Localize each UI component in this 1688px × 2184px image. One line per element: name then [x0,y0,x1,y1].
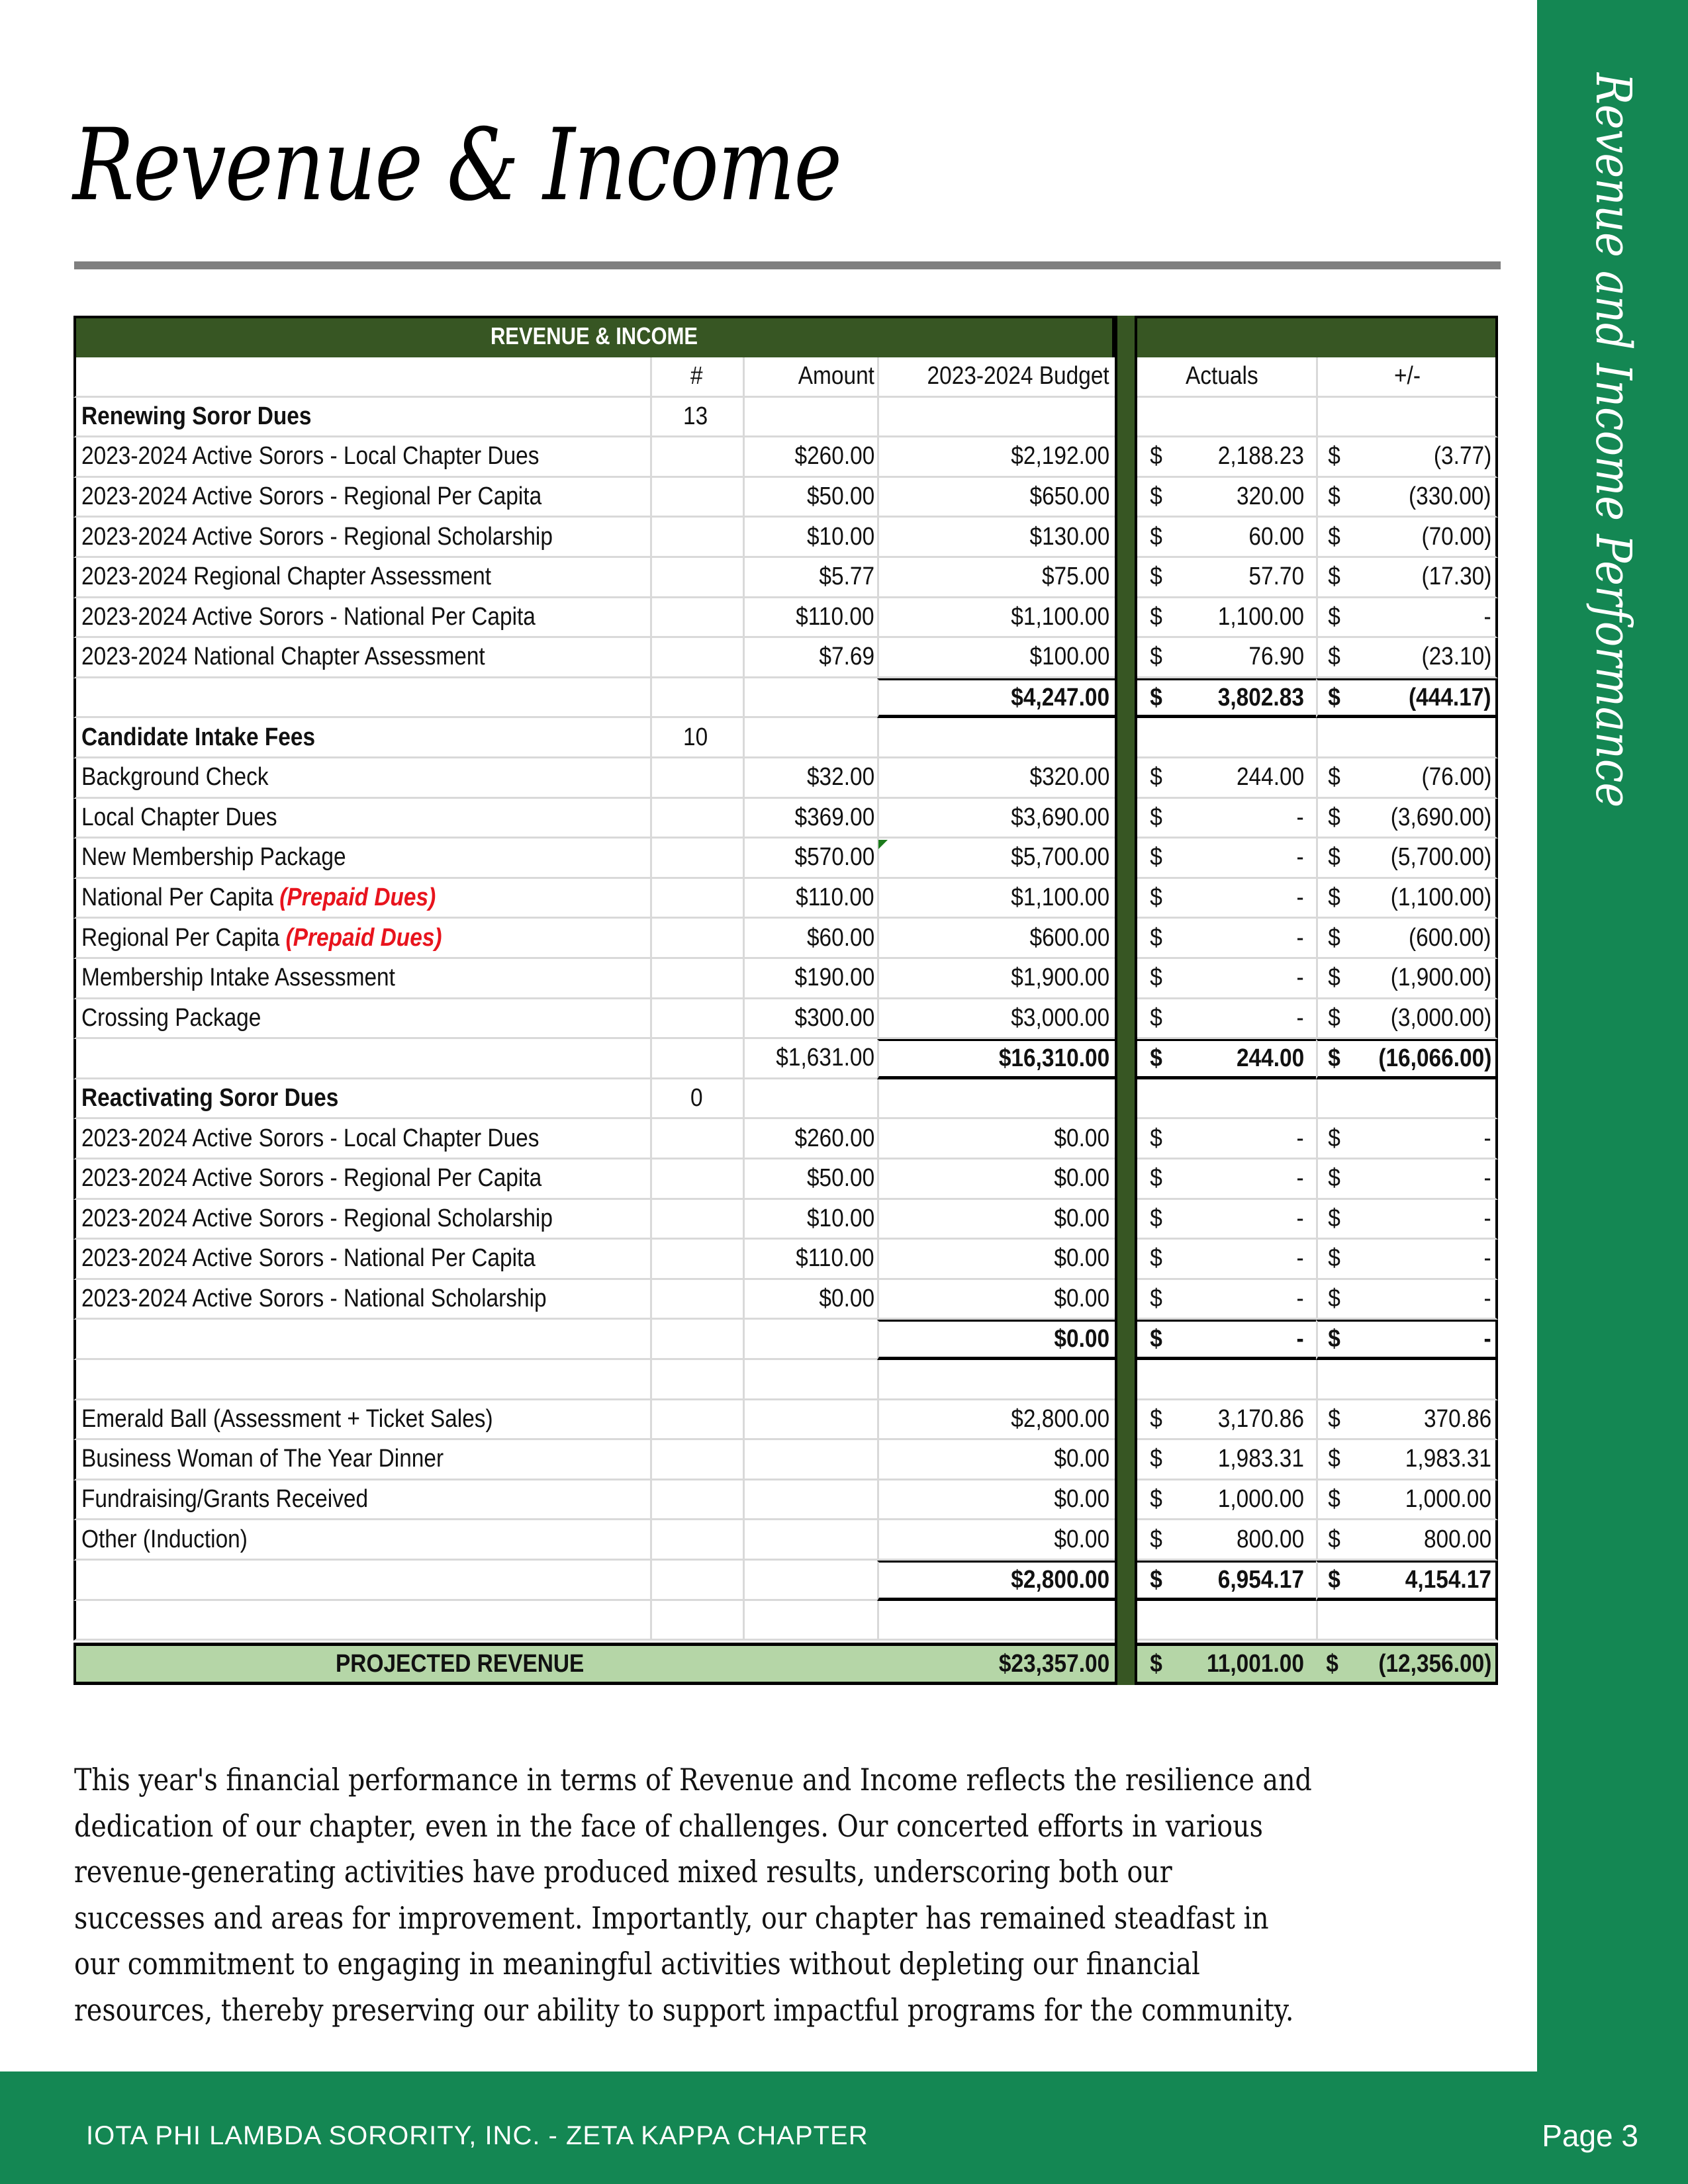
paragraph-line: dedication of our chapter, even in the face of challenges. Our concerted efforts in various [74,1807,1263,1844]
col-header-count: # [650,357,743,398]
row-amount: $5.77 [743,558,877,598]
row-amount [743,1400,877,1441]
currency-symbol: $ [1150,763,1162,792]
subtotal-row [73,1039,1498,1079]
col-header-actuals: Actuals [1137,357,1316,398]
row-label [73,1360,650,1400]
row-count [650,999,743,1040]
row-actual: $ 6,954.17 [1137,1561,1316,1601]
row-count [650,1601,743,1641]
currency-symbol: $ [1328,482,1340,511]
row-label: 2023-2024 Active Sorors - Regional Scholarship [73,518,650,558]
table-row [73,1160,1498,1200]
currency-symbol: $ [1328,1204,1340,1232]
currency-symbol: $ [1150,563,1162,591]
row-actual: $ 1,983.31 [1137,1440,1316,1480]
row-label: Crossing Package [73,999,650,1040]
subtotal-row [73,678,1498,719]
subtotal-row [73,1320,1498,1360]
row-actual: $ - [1137,1119,1316,1160]
currency-symbol: $ [1150,643,1162,671]
row-actual: $ 800.00 [1137,1520,1316,1561]
row-count [650,1400,743,1441]
row-label: Membership Intake Assessment [73,959,650,999]
currency-symbol: $ [1328,1404,1340,1433]
row-variance: $ (5,700.00) [1316,839,1498,879]
table-row [73,478,1498,518]
row-label: Business Woman of The Year Dinner [73,1440,650,1480]
currency-symbol: $ [1150,1565,1162,1594]
row-amount [743,678,877,719]
row-count [650,1440,743,1480]
paragraph-line: This year's financial performance in terms of Revenue and Income reflects the resilience and [74,1762,1312,1797]
row-label [73,678,650,719]
row-count [650,518,743,558]
summary-paragraph [74,1757,1509,2033]
row-amount [743,1561,877,1601]
row-amount [743,398,877,438]
row-actual [1137,1601,1316,1641]
table-title-bar [73,316,1498,357]
row-variance [1316,398,1498,438]
row-count [650,919,743,959]
currency-symbol: $ [1328,803,1340,831]
row-label: 2023-2024 Regional Chapter Assessment [73,558,650,598]
row-variance: $ 1,000.00 [1316,1480,1498,1521]
currency-symbol: $ [1150,1044,1162,1072]
row-variance: $ (17.30) [1316,558,1498,598]
currency-symbol: $ [1328,442,1340,471]
row-variance [1316,1601,1498,1641]
row-variance: $ (23.10) [1316,638,1498,678]
currency-symbol: $ [1150,1244,1162,1273]
row-label: Background Check [73,758,650,799]
row-amount [743,1360,877,1400]
currency-symbol: $ [1150,522,1162,551]
row-count [650,1320,743,1360]
row-count [650,598,743,639]
row-budget: $1,100.00 [877,879,1115,919]
row-count [650,879,743,919]
currency-symbol: $ [1150,1003,1162,1032]
table-row [73,879,1498,919]
row-count [650,1240,743,1280]
col-header-label [73,357,650,398]
row-actual: $ 2,188.23 [1137,437,1316,478]
currency-symbol: $ [1328,563,1340,591]
row-amount: $50.00 [743,1160,877,1200]
currency-symbol: $ [1150,442,1162,471]
total-label: PROJECTED REVENUE [73,1643,877,1685]
row-budget: $100.00 [877,638,1115,678]
prepaid-dues-note: (Prepaid Dues) [285,923,442,952]
row-budget [877,1360,1115,1400]
currency-symbol: $ [1150,964,1162,992]
row-label: Local Chapter Dues [73,799,650,839]
row-budget: $0.00 [877,1240,1115,1280]
row-label: 2023-2024 Active Sorors - National Per Capita [73,598,650,639]
table-row [73,638,1498,678]
row-amount [743,1320,877,1360]
row-budget: $0.00 [877,1160,1115,1200]
row-actual: $ - [1137,999,1316,1040]
blank-row [73,1360,1498,1400]
row-amount [743,1520,877,1561]
row-budget: $4,247.00 [877,678,1115,719]
page-title: Revenue & Income [73,108,841,223]
table-title-bar-right [1137,316,1498,357]
row-budget: $2,800.00 [877,1561,1115,1601]
row-amount [743,1601,877,1641]
row-label: New Membership Package [73,839,650,879]
row-variance [1316,1079,1498,1120]
paragraph-line: our commitment to engaging in meaningful activities without depleting our financial [74,1946,1200,1981]
section-header-row [73,718,1498,758]
row-budget: $650.00 [877,478,1115,518]
row-label: 2023-2024 National Chapter Assessment [73,638,650,678]
currency-symbol: $ [1328,763,1340,792]
row-label: Renewing Soror Dues [73,398,650,438]
table-row [73,919,1498,959]
row-variance: $ - [1316,1240,1498,1280]
row-variance: $ (3,000.00) [1316,999,1498,1040]
col-header-variance: +/- [1316,357,1498,398]
col-header-amount: Amount [743,357,877,398]
row-amount [743,1440,877,1480]
footer-organization: IOTA PHI LAMBDA SORORITY, INC. - ZETA KAPPA CHAPTER [86,2121,868,2150]
currency-symbol: $ [1328,1164,1340,1193]
row-label: 2023-2024 Active Sorors - Local Chapter Dues [73,437,650,478]
table-row [73,1400,1498,1441]
row-variance: $ (16,066.00) [1316,1039,1498,1079]
row-budget: $0.00 [877,1280,1115,1320]
row-budget: $320.00 [877,758,1115,799]
blank-row [73,1601,1498,1641]
row-actual [1137,1360,1316,1400]
currency-symbol: $ [1328,1003,1340,1032]
currency-symbol: $ [1150,1485,1162,1514]
row-amount: $110.00 [743,598,877,639]
currency-symbol: $ [1328,1565,1340,1594]
row-count [650,558,743,598]
col-header-budget: 2023-2024 Budget [877,357,1115,398]
row-count [650,1480,743,1521]
currency-symbol: $ [1150,1204,1162,1232]
row-variance: $ (330.00) [1316,478,1498,518]
currency-symbol: $ [1328,1445,1340,1473]
row-budget: $0.00 [877,1440,1115,1480]
row-variance: $ (444.17) [1316,678,1498,719]
row-amount: $190.00 [743,959,877,999]
row-amount: $0.00 [743,1280,877,1320]
currency-symbol: $ [1328,1285,1340,1313]
row-variance: $ - [1316,1119,1498,1160]
table-row [73,437,1498,478]
total-variance: $ (12,356.00) [1316,1643,1498,1685]
currency-symbol: $ [1150,923,1162,952]
row-variance: $ - [1316,1160,1498,1200]
table-row [73,1480,1498,1521]
total-budget: $23,357.00 [877,1643,1115,1685]
row-count [650,799,743,839]
row-count: 13 [650,398,743,438]
currency-symbol: $ [1328,522,1340,551]
row-label: 2023-2024 Active Sorors - Local Chapter Dues [73,1119,650,1160]
currency-symbol: $ [1328,1124,1340,1152]
row-amount: $50.00 [743,478,877,518]
row-budget [877,718,1115,758]
table-title: REVENUE & INCOME [490,322,698,349]
row-count [650,437,743,478]
row-label: Candidate Intake Fees [73,718,650,758]
row-variance: $ (3.77) [1316,437,1498,478]
currency-symbol: $ [1328,1525,1340,1553]
row-variance: $ - [1316,1200,1498,1240]
row-variance: $ - [1316,1320,1498,1360]
row-label [73,1039,650,1079]
row-budget: $600.00 [877,919,1115,959]
currency-symbol: $ [1150,843,1162,872]
row-count [650,839,743,879]
row-amount: $60.00 [743,919,877,959]
row-variance [1316,1360,1498,1400]
row-budget: $2,800.00 [877,1400,1115,1441]
row-label: 2023-2024 Active Sorors - Regional Per Capita [73,478,650,518]
currency-symbol: $ [1150,1525,1162,1553]
row-amount: $300.00 [743,999,877,1040]
row-count [650,1561,743,1601]
row-label: Emerald Ball (Assessment + Ticket Sales) [73,1400,650,1441]
projected-revenue-total-row [73,1643,1498,1685]
row-actual [1137,398,1316,438]
currency-symbol: $ [1328,884,1340,912]
row-variance: $ (3,690.00) [1316,799,1498,839]
row-amount: $10.00 [743,1200,877,1240]
row-budget: $0.00 [877,1480,1115,1521]
row-count [650,678,743,719]
paragraph-line: successes and areas for improvement. Importantly, our chapter has remained steadfast in [74,1899,1269,1936]
row-actual: $ - [1137,1320,1316,1360]
row-actual: $ 1,100.00 [1137,598,1316,639]
row-count [650,1280,743,1320]
row-actual: $ - [1137,1200,1316,1240]
row-amount [743,718,877,758]
row-count [650,478,743,518]
currency-symbol: $ [1328,1485,1340,1514]
row-amount [743,1079,877,1120]
row-actual: $ 57.70 [1137,558,1316,598]
row-amount: $260.00 [743,437,877,478]
row-actual: $ - [1137,919,1316,959]
table-row [73,758,1498,799]
table-row [73,999,1498,1040]
row-budget: $3,690.00 [877,799,1115,839]
row-label [73,1601,650,1641]
row-amount: $369.00 [743,799,877,839]
row-budget: $5,700.00 [877,839,1115,879]
table-row [73,799,1498,839]
row-variance: $ (600.00) [1316,919,1498,959]
row-variance: $ (1,100.00) [1316,879,1498,919]
title-divider [74,261,1501,269]
row-label: 2023-2024 Active Sorors - National Per Capita [73,1240,650,1280]
row-budget [877,398,1115,438]
currency-symbol: $ [1150,1445,1162,1473]
row-count [650,1360,743,1400]
currency-symbol: $ [1328,1325,1340,1353]
row-budget: $0.00 [877,1520,1115,1561]
currency-symbol: $ [1150,1325,1162,1353]
row-actual: $ - [1137,959,1316,999]
table-row [73,1119,1498,1160]
table-row [73,959,1498,999]
row-actual: $ - [1137,799,1316,839]
paragraph-line: resources, thereby preserving our ability to support impactful programs for the community. [74,1991,1294,2028]
row-label [73,1320,650,1360]
currency-symbol: $ [1150,482,1162,511]
prepaid-dues-note: (Prepaid Dues) [279,884,436,912]
row-count [650,1200,743,1240]
page-number: Page 3 [1542,2118,1638,2153]
currency-symbol: $ [1150,1285,1162,1313]
cell-comment-marker[interactable] [878,840,888,849]
row-budget: $1,900.00 [877,959,1115,999]
row-variance: $ 370.86 [1316,1400,1498,1441]
row-amount: $10.00 [743,518,877,558]
row-count: 0 [650,1079,743,1120]
row-label [73,1561,650,1601]
row-actual: $ 60.00 [1137,518,1316,558]
row-actual: $ 244.00 [1137,758,1316,799]
row-amount: $110.00 [743,879,877,919]
currency-symbol: $ [1328,1044,1340,1072]
row-amount: $260.00 [743,1119,877,1160]
row-count [650,758,743,799]
row-budget: $0.00 [877,1320,1115,1360]
row-actual: $ - [1137,1240,1316,1280]
row-actual: $ - [1137,879,1316,919]
row-label: 2023-2024 Active Sorors - National Scholarship [73,1280,650,1320]
row-amount: $7.69 [743,638,877,678]
row-actual: $ - [1137,1160,1316,1200]
row-amount: $570.00 [743,839,877,879]
row-budget: $3,000.00 [877,999,1115,1040]
table-row [73,518,1498,558]
row-actual: $ 320.00 [1137,478,1316,518]
row-budget: $130.00 [877,518,1115,558]
row-variance: $ (76.00) [1316,758,1498,799]
paragraph-line: revenue-generating activities have produced mixed results, underscoring both our [74,1854,1172,1889]
row-actual: $ 76.90 [1137,638,1316,678]
row-count [650,1160,743,1200]
row-variance: $ 4,154.17 [1316,1561,1498,1601]
row-actual: $ 244.00 [1137,1039,1316,1079]
row-budget [877,1079,1115,1120]
currency-symbol: $ [1150,1124,1162,1152]
row-variance: $ (70.00) [1316,518,1498,558]
row-label: National Per Capita (Prepaid Dues) [73,879,650,919]
row-budget: $16,310.00 [877,1039,1115,1079]
table-row [73,839,1498,879]
currency-symbol: $ [1150,602,1162,631]
row-count [650,1039,743,1079]
currency-symbol: $ [1150,1164,1162,1193]
row-actual: $ 3,802.83 [1137,678,1316,719]
currency-symbol: $ [1328,683,1340,711]
row-label: 2023-2024 Active Sorors - Regional Scholarship [73,1200,650,1240]
currency-symbol: $ [1150,683,1162,711]
sidebar-title: Revenue and Income Performance [1585,73,1642,808]
currency-symbol: $ [1328,602,1340,631]
row-count: 10 [650,718,743,758]
table-row [73,1280,1498,1320]
table-row [73,598,1498,639]
row-variance: $ 1,983.31 [1316,1440,1498,1480]
row-count [650,1119,743,1160]
row-actual [1137,1079,1316,1120]
currency-symbol: $ [1150,803,1162,831]
row-budget: $1,100.00 [877,598,1115,639]
row-count [650,638,743,678]
row-count [650,1520,743,1561]
currency-symbol: $ [1328,843,1340,872]
currency-symbol: $ [1328,643,1340,671]
row-variance: $ - [1316,1280,1498,1320]
table-row [73,1240,1498,1280]
row-amount: $32.00 [743,758,877,799]
row-label: Regional Per Capita (Prepaid Dues) [73,919,650,959]
row-budget: $0.00 [877,1200,1115,1240]
currency-symbol: $ [1328,923,1340,952]
row-actual: $ - [1137,839,1316,879]
section-header-row [73,1079,1498,1120]
subtotal-row [73,1561,1498,1601]
row-actual: $ 1,000.00 [1137,1480,1316,1521]
table-row [73,1200,1498,1240]
row-label: Fundraising/Grants Received [73,1480,650,1521]
row-label: 2023-2024 Active Sorors - Regional Per Capita [73,1160,650,1200]
section-header-row [73,398,1498,438]
row-variance: $ (1,900.00) [1316,959,1498,999]
table-row [73,1440,1498,1480]
table-row [73,1520,1498,1561]
currency-symbol: $ [1150,884,1162,912]
row-budget [877,1601,1115,1641]
row-variance: $ 800.00 [1316,1520,1498,1561]
row-budget: $2,192.00 [877,437,1115,478]
column-header-row [73,357,1498,398]
row-actual: $ - [1137,1280,1316,1320]
row-label: Other (Induction) [73,1520,650,1561]
row-label: Reactivating Soror Dues [73,1079,650,1120]
table-row [73,558,1498,598]
row-budget: $0.00 [877,1119,1115,1160]
row-count [650,959,743,999]
row-variance: $ - [1316,598,1498,639]
row-variance [1316,718,1498,758]
row-actual [1137,718,1316,758]
row-amount: $1,631.00 [743,1039,877,1079]
total-actual: $ 11,001.00 [1137,1643,1316,1685]
row-budget: $75.00 [877,558,1115,598]
row-amount [743,1480,877,1521]
row-amount: $110.00 [743,1240,877,1280]
currency-symbol: $ [1328,964,1340,992]
currency-symbol: $ [1150,1404,1162,1433]
currency-symbol: $ [1328,1244,1340,1273]
row-actual: $ 3,170.86 [1137,1400,1316,1441]
